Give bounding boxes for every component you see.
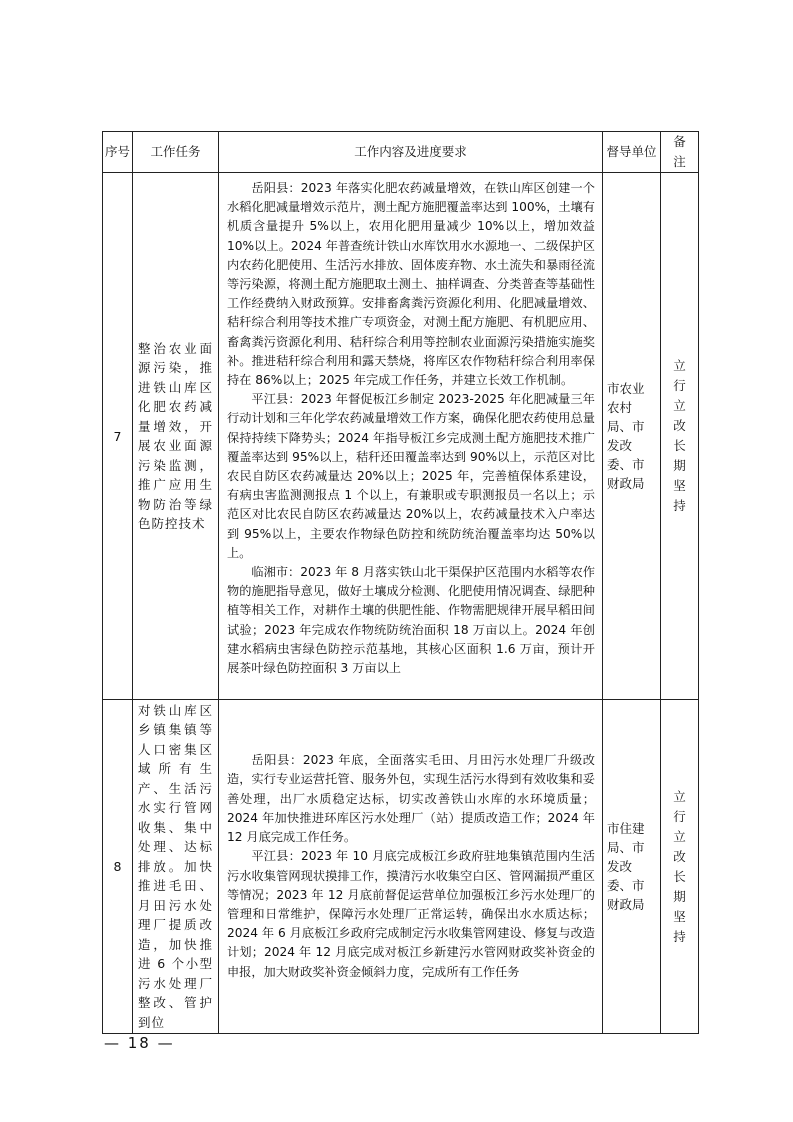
note-cell xyxy=(661,173,699,700)
row-number: 7 xyxy=(103,173,133,700)
supervising-unit-cell: 市住建局、市发改委、市财政局 xyxy=(603,700,661,1034)
content-paragraph: 岳阳县：2023 年落实化肥农药减量增效，在铁山库区创建一个水稻化肥减量增效示范片，测土配方施肥覆盖率达到 100%，土壤有机质含量提升 5%以上，农用化肥用量减少 10%以上，增加效益 10%以上。2024 年普查统计铁山水库饮用水水源地一、二级保护区内农药化肥使用、生活污水排放、固体废弃物、水土流失和暴雨径流等污染源，将测土配方施肥取土测土、抽样调查、分类普查等基础性工作经费纳入财政预算。安排畜禽粪污资源化利用、化肥减量增效、秸秆综合利用等技术推广专项资金，对测土配方施肥、有机肥应用、畜禽粪污资源化利用、秸秆综合利用等控制农业面源污染措施实施奖补。推进秸秆综合利用和露天禁烧，将库区农作物秸秆综合利用率保持在 86%以上；2025 年完成工作任务，并建立长效工作机制。 xyxy=(227,181,595,388)
content-paragraph: 平江县：2023 年督促板江乡制定 2023-2025 年化肥减量三年行动计划和三年化学农药减量增效工作方案，确保化肥农药使用总量保持持续下降势头；2024 年指导板江乡完成测土配方施肥技术推广覆盖率达到 95%以上，秸秆还田覆盖率达到 90%以上，示范区对比农民自防区农药减量达 20%以上；2025 年，完善植保体系建设，有病虫害监测测报点 1 个以上，有兼职或专职测报员一名以上；示范区对比农民自防区农药减量达 20%以上，农药减量技术入户率达到 95%以上，主要农作物绿色防控和统防统治覆盖率均达 50%以上。 xyxy=(227,392,595,560)
content-cell xyxy=(219,700,603,1034)
work-task-table xyxy=(102,131,699,1034)
header-task: 工作任务 xyxy=(133,132,219,173)
page-number: — 18 — xyxy=(104,1034,175,1052)
supervising-unit-cell: 市农业农村局、市发改委、市财政局 xyxy=(603,173,661,700)
table-row xyxy=(103,700,699,1034)
row-number: 8 xyxy=(103,700,133,1034)
table-row xyxy=(103,173,699,700)
header-content: 工作内容及进度要求 xyxy=(219,132,603,173)
task-cell: 整治农业面源污染，推进铁山库区化肥农药减量增效，开展农业面源污染监测，推广应用生物防治等绿色防控技术 xyxy=(133,173,219,700)
content-paragraph: 临湘市：2023 年 8 月落实铁山北干渠保护区范围内水稻等农作物的施肥指导意见，做好土壤成分检测、化肥使用情况调查、绿肥种植等相关工作，对耕作土壤的供肥性能、作物需肥规律开展早稻田间试验；2023 年完成农作物统防统治面积 18 万亩以上。2024 年创建水稻病虫害绿色防控示范基地，其核心区面积 1.6 万亩，预计开展茶叶绿色防控面积 3 万亩以上 xyxy=(227,565,595,676)
header-unit: 督导单位 xyxy=(603,132,661,173)
header-note: 备注 xyxy=(661,132,699,173)
note-text: 立行立改长期坚持 xyxy=(673,788,686,944)
task-cell: 对铁山库区乡镇集镇等人口密集区域所有生产、生活污水实行管网收集、集中处理、达标排放。加快推进毛田、月田污水处理厂提质改造，加快推进 6 个小型污水处理厂整改、管护到位 xyxy=(133,700,219,1034)
note-cell xyxy=(661,700,699,1034)
table-header-row xyxy=(103,132,699,173)
header-no: 序号 xyxy=(103,132,133,173)
content-cell xyxy=(219,173,603,700)
content-paragraph: 岳阳县：2023 年底，全面落实毛田、月田污水处理厂升级改造，实行专业运营托管、服务外包，实现生活污水得到有效收集和妥善处理，出厂水质稳定达标，切实改善铁山水库的水环境质量；2024 年加快推进环库区污水处理厂（站）提质改造工作；2024 年 12 月底完成工作任务。 xyxy=(227,753,595,845)
content-paragraph: 平江县：2023 年 10 月底完成板江乡政府驻地集镇范围内生活污水收集管网现状摸排工作，摸清污水收集空白区、管网漏损严重区等情况；2023 年 12 月底前督促运营单位加强板江乡污水处理厂的管理和日常维护，保障污水处理厂正常运转，确保出水水质达标；2024 年 6 月底板江乡政府完成制定污水收集管网建设、修复与改造计划；2024 年 12 月底完成对板江乡新建污水管网财政奖补资金的申报，加大财政奖补资金倾斜力度，完成所有工作任务 xyxy=(227,849,595,979)
note-text: 立行立改长期坚持 xyxy=(673,358,686,513)
